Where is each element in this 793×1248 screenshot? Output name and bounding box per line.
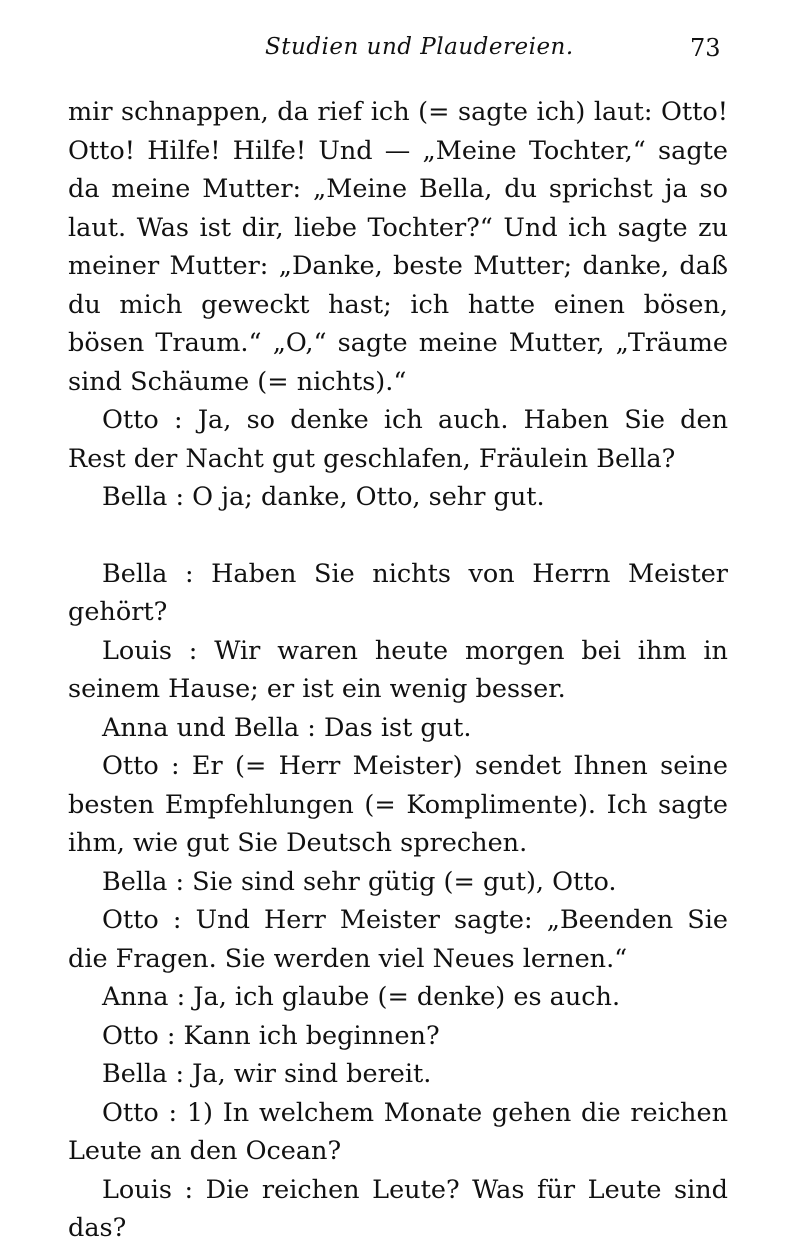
dialogue-line-bella: Bella : Sie sind sehr gütig (= gut), Otto. — [102, 866, 617, 897]
dialogue-line-bella: Bella : Haben Sie nichts von Herrn Meister gehört? — [68, 558, 728, 627]
dialogue-line-anna-und-bella: Anna und Bella : Das ist gut. — [102, 712, 472, 743]
dialogue-line-otto: Otto : Ja, so denke ich auch. Haben Sie den Rest der Nacht gut geschlafen, Fräulein Bella? — [68, 405, 728, 474]
paragraph-continuation: mir schnappen, da rief ich (= sagte ich) laut: Otto! Otto! Hilfe! Hilfe! Und — „Meine Tochter,“ sagte da meine Mutter: „Meine Bella, du sprichst ja so laut. Was ist dir, liebe Tochter?“ Und ich sagte zu meiner Mutter: „Danke, beste Mutter; danke, daß du mich geweckt hast; ich hatte einen bösen, bösen Traum.“ „O,“ sagte meine Mutter, „Träume sind Schäume (= nichts).“ — [68, 97, 728, 397]
section-gap — [68, 517, 728, 555]
running-title: Studien und Plaudereien. — [265, 34, 574, 60]
dialogue-line-bella: Bella : O ja; danke, Otto, sehr gut. — [102, 482, 545, 512]
dialogue-line-otto: Otto : Er (= Herr Meister) sendet Ihnen seine besten Empfehlungen (= Komplimente). Ich sagte ihm, wie gut Sie Deutsch sprechen. — [68, 751, 728, 858]
page-body — [68, 93, 728, 1248]
dialogue-line-anna: Anna : Ja, ich glaube (= denke) es auch. — [102, 982, 621, 1012]
dialogue-line-otto: Otto : 1) In welchem Monate gehen die reichen Leute an den Ocean? — [68, 1097, 728, 1166]
dialogue-line-otto: Otto : Und Herr Meister sagte: „Beenden Sie die Fragen. Sie werden viel Neues lernen.“ — [68, 905, 728, 974]
running-head — [0, 34, 793, 74]
dialogue-line-louis: Louis : Wir waren heute morgen bei ihm in seinem Hause; er ist ein wenig besser. — [68, 635, 728, 704]
dialogue-line-louis: Louis : Die reichen Leute? Was für Leute sind das? — [68, 1174, 728, 1243]
page-number: 73 — [690, 34, 721, 62]
dialogue-line-bella: Bella : Ja, wir sind bereit. — [102, 1059, 432, 1089]
dialogue-line-otto: Otto : Kann ich beginnen? — [102, 1020, 440, 1051]
